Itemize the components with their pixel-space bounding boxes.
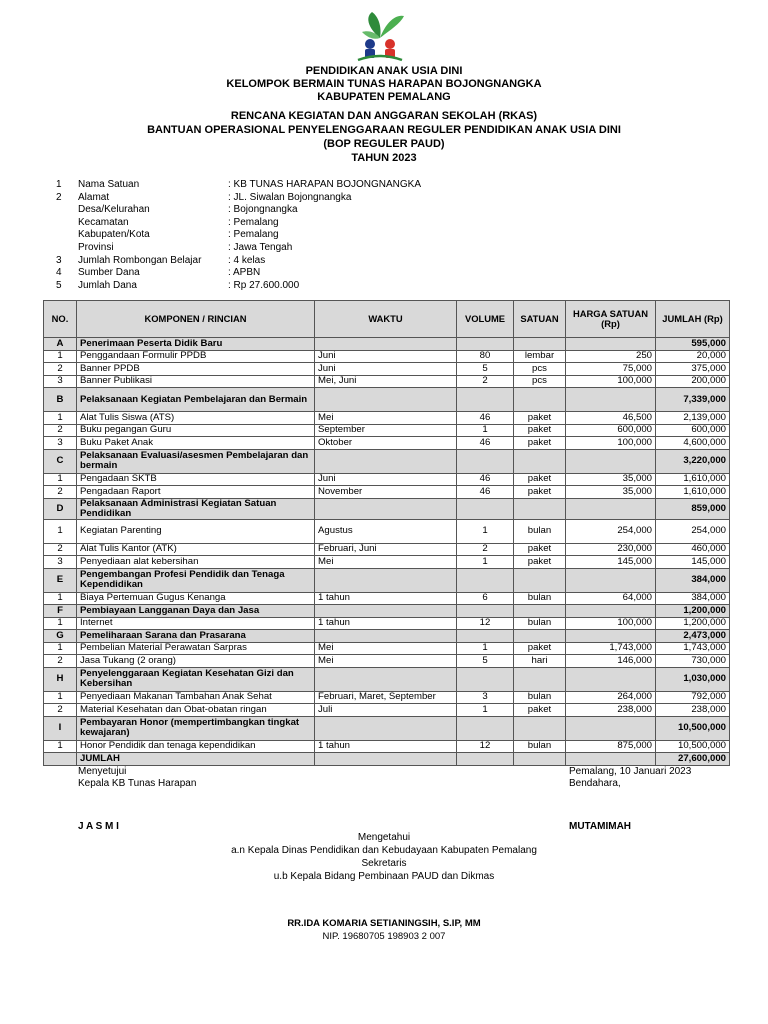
cell-jumlah: 730,000: [656, 655, 730, 668]
cell-komponen: Pelaksanaan Evaluasi/asesmen Pembelajaran dan bermain: [77, 449, 315, 473]
cell-harga: [566, 568, 656, 592]
info-row: [56, 204, 556, 217]
cell-waktu: Mei: [315, 655, 457, 668]
cell-no: E: [44, 568, 77, 592]
cell-volume: 12: [457, 740, 514, 753]
cell-volume: 80: [457, 350, 514, 363]
info-value: : Pemalang: [228, 229, 279, 241]
cell-komponen: Jasa Tukang (2 orang): [77, 655, 315, 668]
cell-volume: [457, 667, 514, 691]
cell-satuan: [514, 338, 566, 351]
cell-waktu: Februari, Maret, September: [315, 691, 457, 704]
cell-satuan: paket: [514, 473, 566, 486]
cell-no: 2: [44, 363, 77, 376]
cell-no: C: [44, 449, 77, 473]
cell-komponen: Penyelenggaraan Kegiatan Kesehatan Gizi dan Kebersihan: [77, 667, 315, 691]
cell-satuan: paket: [514, 642, 566, 655]
cell-waktu: Mei: [315, 412, 457, 425]
cell-satuan: bulan: [514, 592, 566, 605]
cell-satuan: paket: [514, 412, 566, 425]
col-komponen: KOMPONEN / RINCIAN: [77, 301, 315, 338]
cell-no: 2: [44, 655, 77, 668]
cell-no: F: [44, 605, 77, 618]
cell-no: 2: [44, 424, 77, 437]
info-number: 4: [56, 267, 62, 279]
cell-jumlah: 238,000: [656, 704, 730, 717]
cell-volume: 46: [457, 412, 514, 425]
cell-waktu: Oktober: [315, 437, 457, 450]
cell-komponen: Penyediaan Makanan Tambahan Anak Sehat: [77, 691, 315, 704]
approval-label: Menyetujui: [78, 766, 127, 777]
cell-no: I: [44, 716, 77, 740]
cell-harga: [566, 388, 656, 412]
cell-satuan: bulan: [514, 740, 566, 753]
cell-volume: [457, 388, 514, 412]
cell-waktu: Mei, Juni: [315, 375, 457, 388]
cell-harga: 35,000: [566, 486, 656, 499]
cell-jumlah: 145,000: [656, 556, 730, 569]
table-row: [44, 424, 730, 437]
cell-waktu: 1 tahun: [315, 592, 457, 605]
info-row: [56, 229, 556, 242]
cell-waktu: [315, 498, 457, 519]
info-label: Jumlah Rombongan Belajar: [78, 254, 202, 266]
treasurer-name: MUTAMIMAH: [569, 821, 632, 832]
section-row: [44, 753, 730, 766]
cell-satuan: paket: [514, 704, 566, 717]
table-row: [44, 350, 730, 363]
info-label: Jumlah Dana: [78, 279, 137, 291]
cell-jumlah: 1,030,000: [656, 667, 730, 691]
cell-waktu: Juni: [315, 473, 457, 486]
cell-komponen: Banner Publikasi: [77, 375, 315, 388]
info-value: : Bojongnangka: [228, 204, 298, 216]
info-number: 3: [56, 254, 62, 266]
col-jumlah: JUMLAH (Rp): [656, 301, 730, 338]
cell-satuan: [514, 498, 566, 519]
school-info: [56, 179, 556, 292]
cell-waktu: Juni: [315, 363, 457, 376]
col-no: NO.: [44, 301, 77, 338]
cell-harga: 64,000: [566, 592, 656, 605]
cell-harga: 100,000: [566, 617, 656, 630]
info-row: [56, 280, 556, 293]
header-line-2: KELOMPOK BERMAIN TUNAS HARAPAN BOJONGNANGKA: [226, 78, 542, 90]
cell-volume: [457, 338, 514, 351]
info-number: 1: [56, 179, 62, 190]
acknowledged-label: Mengetahui: [357, 832, 411, 843]
cell-no: 1: [44, 617, 77, 630]
cell-waktu: [315, 667, 457, 691]
cell-no: 2: [44, 704, 77, 717]
cell-waktu: [315, 338, 457, 351]
cell-waktu: [315, 388, 457, 412]
cell-jumlah: 10,500,000: [656, 740, 730, 753]
cell-no: [44, 753, 77, 766]
cell-jumlah: 20,000: [656, 350, 730, 363]
cell-no: 3: [44, 556, 77, 569]
info-value: : Pemalang: [228, 216, 279, 228]
cell-harga: 1,743,000: [566, 642, 656, 655]
cell-komponen: Pelaksanaan Administrasi Kegiatan Satuan Pendidikan: [77, 498, 315, 519]
cell-waktu: [315, 605, 457, 618]
cell-volume: 12: [457, 617, 514, 630]
cell-waktu: [315, 716, 457, 740]
header-line-4: RENCANA KEGIATAN DAN ANGGARAN SEKOLAH (RKAS): [230, 110, 538, 122]
cell-waktu: [315, 568, 457, 592]
cell-harga: [566, 498, 656, 519]
cell-no: 1: [44, 473, 77, 486]
header-line-7: TAHUN 2023: [351, 152, 417, 164]
cell-jumlah: 7,339,000: [656, 388, 730, 412]
cell-komponen: Pengadaan Raport: [77, 486, 315, 499]
cell-harga: [566, 605, 656, 618]
table-row: [44, 592, 730, 605]
cell-waktu: November: [315, 486, 457, 499]
cell-komponen: Pembiayaan Langganan Daya dan Jasa: [77, 605, 315, 618]
section-row: [44, 498, 730, 519]
cell-jumlah: 1,610,000: [656, 473, 730, 486]
cell-komponen: Pengadaan SKTB: [77, 473, 315, 486]
cell-no: 2: [44, 543, 77, 556]
cell-no: 2: [44, 486, 77, 499]
cell-volume: 2: [457, 543, 514, 556]
table-row: [44, 543, 730, 556]
cell-satuan: paket: [514, 486, 566, 499]
info-value: : Jawa Tengah: [228, 241, 293, 253]
cell-harga: 600,000: [566, 424, 656, 437]
cell-jumlah: 200,000: [656, 375, 730, 388]
cell-waktu: Mei: [315, 556, 457, 569]
cell-harga: [566, 630, 656, 643]
table-row: [44, 486, 730, 499]
cell-waktu: Mei: [315, 642, 457, 655]
cell-komponen: Pengembangan Profesi Pendidik dan Tenaga Kependidikan: [77, 568, 315, 592]
cell-jumlah: 792,000: [656, 691, 730, 704]
table-row: [44, 473, 730, 486]
cell-jumlah: 1,610,000: [656, 486, 730, 499]
cell-komponen: Buku Paket Anak: [77, 437, 315, 450]
cell-harga: 145,000: [566, 556, 656, 569]
cell-volume: 1: [457, 642, 514, 655]
info-row: [56, 217, 556, 230]
cell-volume: 5: [457, 363, 514, 376]
cell-satuan: paket: [514, 424, 566, 437]
cell-harga: 100,000: [566, 437, 656, 450]
cell-komponen: Pembayaran Honor (mempertimbangkan tingkat kewajaran): [77, 716, 315, 740]
cell-waktu: September: [315, 424, 457, 437]
cell-komponen: Internet: [77, 617, 315, 630]
cell-volume: 1: [457, 519, 514, 543]
cell-satuan: bulan: [514, 519, 566, 543]
cell-komponen: Alat Tulis Siswa (ATS): [77, 412, 315, 425]
cell-jumlah: 375,000: [656, 363, 730, 376]
cell-satuan: [514, 630, 566, 643]
kb-tunas-harapan-logo: [350, 8, 410, 64]
cell-satuan: [514, 388, 566, 412]
cell-no: 1: [44, 519, 77, 543]
header-line-6: (BOP REGULER PAUD): [323, 138, 445, 150]
cell-satuan: pcs: [514, 363, 566, 376]
cell-waktu: 1 tahun: [315, 617, 457, 630]
cell-harga: 75,000: [566, 363, 656, 376]
cell-no: 1: [44, 642, 77, 655]
cell-volume: 46: [457, 437, 514, 450]
treasurer-title: Bendahara,: [569, 778, 621, 789]
cell-jumlah: 254,000: [656, 519, 730, 543]
cell-jumlah: 3,220,000: [656, 449, 730, 473]
cell-jumlah: 595,000: [656, 338, 730, 351]
cell-waktu: [315, 449, 457, 473]
cell-jumlah: 600,000: [656, 424, 730, 437]
cell-satuan: [514, 753, 566, 766]
info-label: Sumber Dana: [78, 267, 140, 279]
cell-komponen: Pelaksanaan Kegiatan Pembelajaran dan Bermain: [77, 388, 315, 412]
cell-volume: 1: [457, 704, 514, 717]
cell-komponen: Penerimaan Peserta Didik Baru: [77, 338, 315, 351]
cell-harga: [566, 716, 656, 740]
table-row: [44, 642, 730, 655]
cell-harga: 250: [566, 350, 656, 363]
cell-volume: [457, 630, 514, 643]
cell-komponen: Biaya Pertemuan Gugus Kenanga: [77, 592, 315, 605]
cell-satuan: paket: [514, 543, 566, 556]
cell-komponen: Buku pegangan Guru: [77, 424, 315, 437]
info-label: Desa/Kelurahan: [78, 204, 150, 216]
cell-no: 1: [44, 740, 77, 753]
cell-satuan: pcs: [514, 375, 566, 388]
official-name: RR.IDA KOMARIA SETIANINGSIH, S.IP, MM: [287, 918, 481, 929]
cell-satuan: [514, 667, 566, 691]
cell-satuan: bulan: [514, 691, 566, 704]
cell-harga: 230,000: [566, 543, 656, 556]
cell-volume: [457, 605, 514, 618]
cell-satuan: [514, 568, 566, 592]
cell-harga: 264,000: [566, 691, 656, 704]
cell-komponen: Alat Tulis Kantor (ATK): [77, 543, 315, 556]
cell-waktu: Februari, Juni: [315, 543, 457, 556]
cell-satuan: paket: [514, 556, 566, 569]
cell-harga: 35,000: [566, 473, 656, 486]
info-number: 2: [56, 191, 62, 203]
table-row: [44, 617, 730, 630]
cell-no: H: [44, 667, 77, 691]
info-row: [56, 267, 556, 280]
division-head: u.b Kepala Bidang Pembinaan PAUD dan Dikmas: [273, 871, 495, 882]
section-row: [44, 568, 730, 592]
cell-jumlah: 460,000: [656, 543, 730, 556]
info-value: : JL. Siwalan Bojongnangka: [228, 191, 352, 203]
cell-harga: [566, 667, 656, 691]
cell-jumlah: 2,139,000: [656, 412, 730, 425]
info-row: [56, 242, 556, 255]
table-row: [44, 704, 730, 717]
cell-no: G: [44, 630, 77, 643]
cell-volume: [457, 716, 514, 740]
cell-komponen: Pemeliharaan Sarana dan Prasarana: [77, 630, 315, 643]
section-row: [44, 667, 730, 691]
section-row: [44, 605, 730, 618]
info-label: Nama Satuan: [78, 179, 140, 190]
table-row: [44, 655, 730, 668]
cell-volume: [457, 568, 514, 592]
cell-volume: [457, 449, 514, 473]
cell-no: 3: [44, 437, 77, 450]
cell-harga: 238,000: [566, 704, 656, 717]
table-row: [44, 375, 730, 388]
cell-komponen: Kegiatan Parenting: [77, 519, 315, 543]
cell-harga: [566, 338, 656, 351]
cell-satuan: lembar: [514, 350, 566, 363]
cell-no: A: [44, 338, 77, 351]
table-row: [44, 412, 730, 425]
cell-komponen: Honor Pendidik dan tenaga kependidikan: [77, 740, 315, 753]
info-row: [56, 255, 556, 268]
cell-no: 3: [44, 375, 77, 388]
table-row: [44, 740, 730, 753]
info-value: : APBN: [228, 267, 261, 279]
header-line-1: PENDIDIKAN ANAK USIA DINI: [305, 65, 463, 77]
header-line-5: BANTUAN OPERASIONAL PENYELENGGARAAN REGULER PENDIDIKAN ANAK USIA DINI: [147, 124, 621, 136]
cell-volume: 2: [457, 375, 514, 388]
cell-harga: 100,000: [566, 375, 656, 388]
cell-komponen: Penggandaan Formulir PPDB: [77, 350, 315, 363]
official-nip: NIP. 19680705 198903 2 007: [322, 931, 446, 942]
cell-harga: 875,000: [566, 740, 656, 753]
cell-satuan: [514, 605, 566, 618]
cell-jumlah: 1,200,000: [656, 617, 730, 630]
cell-satuan: hari: [514, 655, 566, 668]
info-label: Kabupaten/Kota: [78, 229, 150, 241]
info-value: : 4 kelas: [228, 254, 266, 266]
cell-jumlah: 27,600,000: [656, 753, 730, 766]
place-date: Pemalang, 10 Januari 2023: [569, 766, 692, 777]
cell-jumlah: 1,743,000: [656, 642, 730, 655]
cell-volume: [457, 753, 514, 766]
cell-jumlah: 1,200,000: [656, 605, 730, 618]
cell-no: 1: [44, 350, 77, 363]
cell-komponen: Pembelian Material Perawatan Sarpras: [77, 642, 315, 655]
cell-jumlah: 859,000: [656, 498, 730, 519]
section-row: [44, 449, 730, 473]
cell-no: B: [44, 388, 77, 412]
info-row: [56, 179, 556, 192]
section-row: [44, 716, 730, 740]
cell-jumlah: 2,473,000: [656, 630, 730, 643]
col-volume: VOLUME: [457, 301, 514, 338]
cell-harga: [566, 449, 656, 473]
col-satuan: SATUAN: [514, 301, 566, 338]
table-row: [44, 437, 730, 450]
table-header-row: [44, 301, 730, 338]
cell-jumlah: 10,500,000: [656, 716, 730, 740]
table-row: [44, 691, 730, 704]
cell-volume: 6: [457, 592, 514, 605]
info-label: Kecamatan: [78, 216, 129, 228]
cell-jumlah: 4,600,000: [656, 437, 730, 450]
cell-volume: 1: [457, 424, 514, 437]
cell-waktu: Agustus: [315, 519, 457, 543]
cell-komponen: JUMLAH: [77, 753, 315, 766]
cell-komponen: Banner PPDB: [77, 363, 315, 376]
secretary-label: Sekretaris: [361, 858, 407, 869]
header-line-3: KABUPATEN PEMALANG: [317, 91, 451, 103]
cell-jumlah: 384,000: [656, 568, 730, 592]
cell-harga: 46,500: [566, 412, 656, 425]
table-row: [44, 519, 730, 543]
cell-volume: 46: [457, 486, 514, 499]
cell-waktu: 1 tahun: [315, 740, 457, 753]
info-row: [56, 192, 556, 205]
section-row: [44, 630, 730, 643]
cell-volume: 1: [457, 556, 514, 569]
cell-harga: [566, 753, 656, 766]
cell-satuan: bulan: [514, 617, 566, 630]
cell-komponen: Material Kesehatan dan Obat-obatan ringan: [77, 704, 315, 717]
headmaster-title: Kepala KB Tunas Harapan: [78, 778, 197, 789]
cell-harga: 254,000: [566, 519, 656, 543]
info-number: 5: [56, 279, 62, 291]
cell-no: 1: [44, 592, 77, 605]
cell-jumlah: 384,000: [656, 592, 730, 605]
cell-volume: [457, 498, 514, 519]
cell-waktu: Juli: [315, 704, 457, 717]
table-row: [44, 556, 730, 569]
col-harga: HARGA SATUAN (Rp): [566, 301, 656, 338]
cell-volume: 3: [457, 691, 514, 704]
department-head: a.n Kepala Dinas Pendidikan dan Kebudayaan Kabupaten Pemalang: [231, 845, 537, 856]
cell-satuan: [514, 449, 566, 473]
info-label: Alamat: [78, 191, 110, 203]
cell-waktu: Juni: [315, 350, 457, 363]
info-value: : Rp 27.600.000: [228, 279, 300, 291]
info-value: : KB TUNAS HARAPAN BOJONGNANGKA: [228, 179, 422, 190]
cell-no: 1: [44, 412, 77, 425]
cell-no: D: [44, 498, 77, 519]
cell-no: 1: [44, 691, 77, 704]
cell-volume: 5: [457, 655, 514, 668]
cell-komponen: Penyediaan alat kebersihan: [77, 556, 315, 569]
cell-satuan: paket: [514, 437, 566, 450]
table-row: [44, 363, 730, 376]
cell-waktu: [315, 630, 457, 643]
cell-harga: 146,000: [566, 655, 656, 668]
section-row: [44, 338, 730, 351]
col-waktu: WAKTU: [315, 301, 457, 338]
section-row: [44, 388, 730, 412]
cell-waktu: [315, 753, 457, 766]
rkas-table: [43, 300, 730, 766]
cell-satuan: [514, 716, 566, 740]
headmaster-name: J A S M I: [78, 821, 119, 832]
cell-volume: 46: [457, 473, 514, 486]
info-label: Provinsi: [78, 241, 114, 253]
